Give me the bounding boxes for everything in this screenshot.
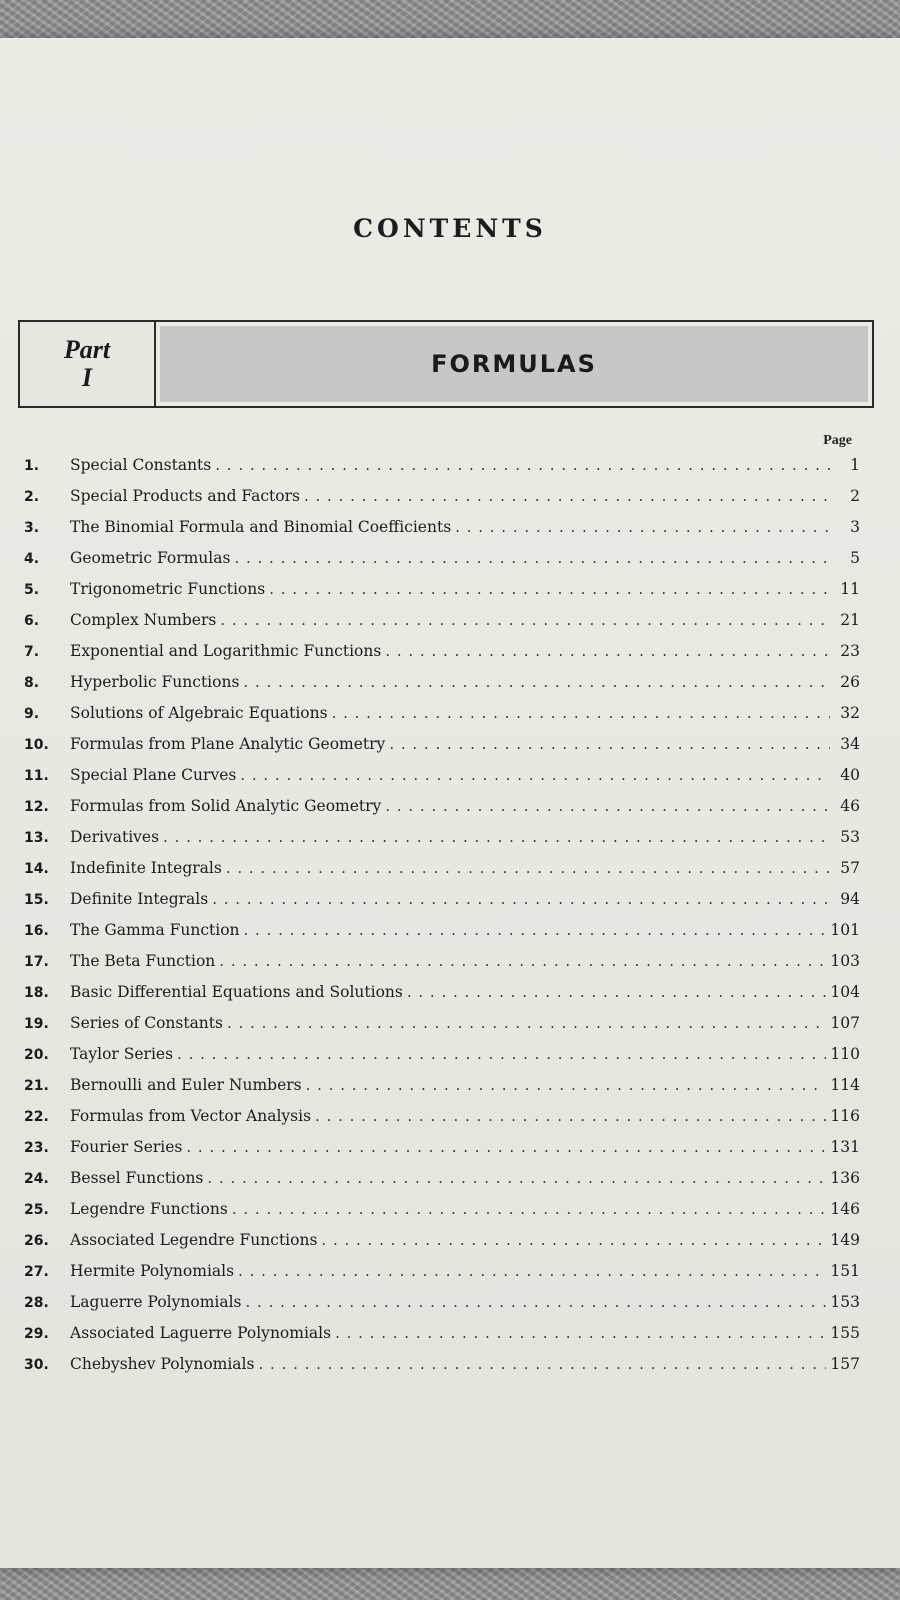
- toc-entry-title: Solutions of Algebraic Equations: [70, 704, 328, 722]
- toc-entry-title: Formulas from Vector Analysis: [70, 1107, 312, 1125]
- dot-leader: [220, 611, 830, 629]
- toc-entry-number: 13.: [24, 830, 49, 846]
- toc-entry: [24, 1107, 860, 1138]
- toc-entry: [24, 735, 860, 766]
- toc-entry-title: Associated Legendre Functions: [70, 1231, 318, 1249]
- toc-entry: [24, 642, 860, 673]
- dot-leader: [232, 1200, 827, 1218]
- toc-entry-page: 114: [830, 1076, 860, 1094]
- dot-leader: [315, 1107, 826, 1125]
- dot-leader: [234, 549, 830, 567]
- toc-entry: [24, 1045, 860, 1076]
- toc-entry-number: 22.: [24, 1109, 49, 1125]
- toc-entry: [24, 1200, 860, 1231]
- dot-leader: [258, 1355, 826, 1373]
- toc-entry-page: 136: [830, 1169, 860, 1187]
- toc-entry-title: Indefinite Integrals: [70, 859, 222, 877]
- toc-entry-number: 10.: [24, 737, 49, 753]
- toc-entry-number: 4.: [24, 551, 40, 567]
- toc-entry-title: Bessel Functions: [70, 1169, 204, 1187]
- toc-entry-title: Formulas from Solid Analytic Geometry: [70, 797, 382, 815]
- toc-entry: [24, 1169, 860, 1200]
- toc-entry-page: 11: [840, 580, 860, 598]
- toc-entry-title: Taylor Series: [70, 1045, 174, 1063]
- toc-entry-page: 40: [840, 766, 860, 784]
- toc-entry: [24, 1293, 860, 1324]
- toc-entry-number: 11.: [24, 768, 49, 784]
- toc-entry-title: The Binomial Formula and Binomial Coefficients: [70, 518, 452, 536]
- toc-entry-number: 20.: [24, 1047, 49, 1063]
- toc-entry-title: Complex Numbers: [70, 611, 217, 629]
- toc-entry-number: 24.: [24, 1171, 49, 1187]
- toc-entry-title: Associated Laguerre Polynomials: [70, 1324, 332, 1342]
- toc-entry-number: 14.: [24, 861, 49, 877]
- toc-entry-title: Derivatives: [70, 828, 160, 846]
- toc-entry-page: 153: [830, 1293, 860, 1311]
- toc-entry-page: 149: [830, 1231, 860, 1249]
- toc-entry-page: 107: [830, 1014, 860, 1032]
- toc-entry-number: 5.: [24, 582, 40, 598]
- toc-entry-number: 2.: [24, 489, 40, 505]
- toc-entry-number: 18.: [24, 985, 49, 1001]
- toc-entry-number: 16.: [24, 923, 49, 939]
- toc-entry: [24, 952, 860, 983]
- toc-entry-number: 9.: [24, 706, 40, 722]
- toc-entry-title: Definite Integrals: [70, 890, 209, 908]
- dot-leader: [335, 1324, 826, 1342]
- toc-entry-title: Laguerre Polynomials: [70, 1293, 242, 1311]
- toc-entry-number: 15.: [24, 892, 49, 908]
- dot-leader: [219, 952, 826, 970]
- toc-entry: [24, 549, 860, 580]
- toc-entry-title: Fourier Series: [70, 1138, 183, 1156]
- toc-entry: [24, 704, 860, 735]
- toc-entry: [24, 611, 860, 642]
- toc-entry-page: 151: [830, 1262, 860, 1280]
- dot-leader: [455, 518, 830, 536]
- toc-entry-page: 94: [840, 890, 860, 908]
- toc-entry-page: 57: [840, 859, 860, 877]
- toc-entry-page: 46: [840, 797, 860, 815]
- toc-entry: [24, 890, 860, 921]
- toc-entry-number: 3.: [24, 520, 40, 536]
- dot-leader: [385, 642, 830, 660]
- dot-leader: [163, 828, 830, 846]
- dot-leader: [321, 1231, 826, 1249]
- toc-entry-title: Special Plane Curves: [70, 766, 237, 784]
- toc-entry: [24, 1355, 860, 1386]
- toc-entry: [24, 921, 860, 952]
- part-label-word: Part: [63, 335, 111, 364]
- toc-entry: [24, 1231, 860, 1262]
- toc-entry: [24, 487, 860, 518]
- toc-entry-page: 23: [840, 642, 860, 660]
- toc-entry-title: Hermite Polynomials: [70, 1262, 235, 1280]
- dot-leader: [385, 797, 830, 815]
- dot-leader: [177, 1045, 826, 1063]
- dot-leader: [306, 1076, 827, 1094]
- toc-entry-number: 17.: [24, 954, 49, 970]
- toc-entry-number: 6.: [24, 613, 40, 629]
- toc-entry: [24, 580, 860, 611]
- toc-entry-title: Legendre Functions: [70, 1200, 228, 1218]
- toc-entry-number: 28.: [24, 1295, 49, 1311]
- toc-entry-number: 29.: [24, 1326, 49, 1342]
- toc-entry-title: Geometric Formulas: [70, 549, 231, 567]
- page-column-header: Page: [823, 433, 852, 448]
- toc-entry-page: 2: [850, 487, 860, 505]
- toc-entry-title: Chebyshev Polynomials: [70, 1355, 255, 1373]
- part-label-numeral: I: [81, 363, 93, 392]
- part-title: FORMULAS: [160, 326, 868, 402]
- dot-leader: [215, 456, 830, 474]
- toc-entry-page: 103: [830, 952, 860, 970]
- dot-leader: [244, 921, 827, 939]
- toc-entry-title: Series of Constants: [70, 1014, 223, 1032]
- toc-entry-number: 30.: [24, 1357, 49, 1373]
- toc-entry-number: 27.: [24, 1264, 49, 1280]
- dot-leader: [238, 1262, 826, 1280]
- toc-entry: [24, 1014, 860, 1045]
- dot-leader: [226, 859, 830, 877]
- toc-entry: [24, 983, 860, 1014]
- toc-entry-title: Hyperbolic Functions: [70, 673, 240, 691]
- toc-entry-page: 157: [830, 1355, 860, 1373]
- dot-leader: [227, 1014, 826, 1032]
- toc-entry: [24, 1324, 860, 1355]
- toc-entry-page: 3: [850, 518, 860, 536]
- toc-entry: [24, 1262, 860, 1293]
- toc-entry-number: 12.: [24, 799, 49, 815]
- toc-entry-title: Basic Differential Equations and Solutions: [70, 983, 403, 1001]
- dot-leader: [243, 673, 830, 691]
- toc-entry-number: 1.: [24, 458, 40, 474]
- toc-entry-page: 110: [830, 1045, 860, 1063]
- toc-entry-page: 26: [840, 673, 860, 691]
- toc-entry: [24, 797, 860, 828]
- toc-entry-title: Formulas from Plane Analytic Geometry: [70, 735, 386, 753]
- dot-leader: [240, 766, 830, 784]
- toc-entry-page: 34: [840, 735, 860, 753]
- toc-entry-page: 21: [840, 611, 860, 629]
- toc-entry-number: 8.: [24, 675, 40, 691]
- dot-leader: [407, 983, 827, 1001]
- toc-entry-page: 101: [830, 921, 860, 939]
- toc-entry-number: 25.: [24, 1202, 49, 1218]
- dot-leader: [186, 1138, 826, 1156]
- toc-entry-page: 131: [830, 1138, 860, 1156]
- dot-leader: [304, 487, 830, 505]
- toc-entry: [24, 766, 860, 797]
- toc-entry-title: The Gamma Function: [70, 921, 240, 939]
- toc-entry-page: 32: [840, 704, 860, 722]
- dot-leader: [207, 1169, 826, 1187]
- toc-entry-page: 155: [830, 1324, 860, 1342]
- toc-entry-page: 104: [830, 983, 860, 1001]
- toc-entry-title: Exponential and Logarithmic Functions: [70, 642, 382, 660]
- toc-entry-title: Special Products and Factors: [70, 487, 300, 505]
- dot-leader: [269, 580, 830, 598]
- toc-entry-page: 146: [830, 1200, 860, 1218]
- toc-entry: [24, 456, 860, 487]
- toc-entry: [24, 828, 860, 859]
- toc-entry: [24, 1076, 860, 1107]
- toc-entry-page: 5: [850, 549, 860, 567]
- toc-entry: [24, 518, 860, 549]
- dot-leader: [332, 704, 830, 722]
- toc-entry-title: The Beta Function: [70, 952, 216, 970]
- toc-entry: [24, 859, 860, 890]
- toc-entry-title: Bernoulli and Euler Numbers: [70, 1076, 302, 1094]
- dot-leader: [212, 890, 830, 908]
- toc-entry-number: 7.: [24, 644, 40, 660]
- toc-entry-page: 1: [850, 456, 860, 474]
- dot-leader: [246, 1293, 827, 1311]
- toc-entry-number: 23.: [24, 1140, 49, 1156]
- toc-entry-number: 19.: [24, 1016, 49, 1032]
- toc-entry-title: Trigonometric Functions: [70, 580, 266, 598]
- toc-entry: [24, 673, 860, 704]
- part-label: [20, 322, 156, 406]
- toc-entry-page: 116: [830, 1107, 860, 1125]
- toc-list: [24, 456, 860, 1386]
- toc-entry: [24, 1138, 860, 1169]
- page-title: CONTENTS: [353, 214, 547, 243]
- toc-entry-number: 26.: [24, 1233, 49, 1249]
- dot-leader: [389, 735, 830, 753]
- toc-entry-title: Special Constants: [70, 456, 212, 474]
- toc-entry-page: 53: [840, 828, 860, 846]
- toc-entry-number: 21.: [24, 1078, 49, 1094]
- part-header: [18, 320, 874, 408]
- book-page: [0, 38, 900, 1568]
